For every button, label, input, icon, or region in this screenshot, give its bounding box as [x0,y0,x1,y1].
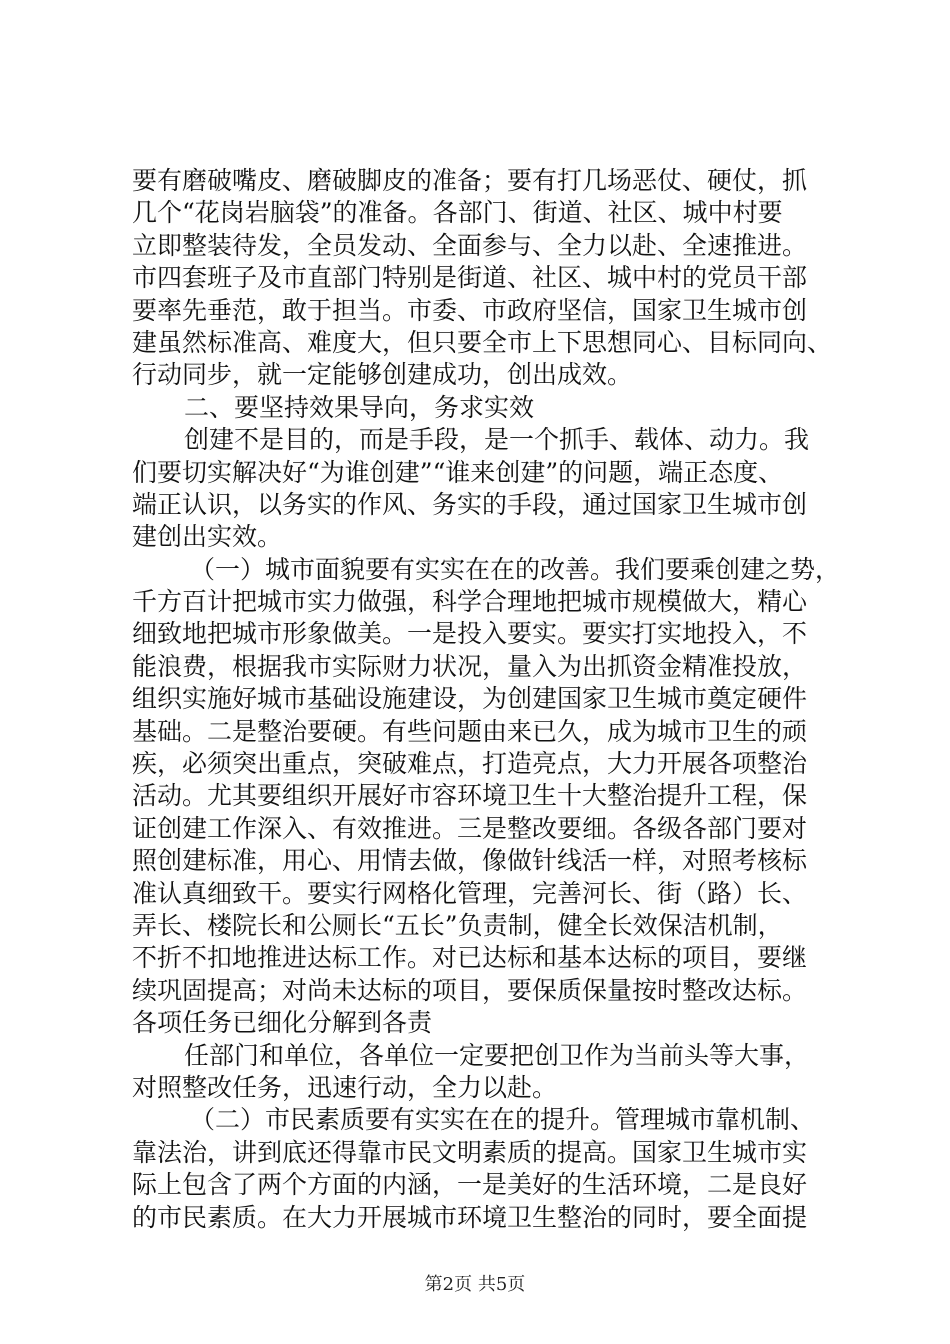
text-line: 证创建工作深入、有效推进。三是整改要细。各级各部门要对 [132,813,808,843]
paragraph-start-line: 任部门和单位，各单位一定要把创卫作为当前头等大事， [184,1040,810,1070]
text-line: 际上包含了两个方面的内涵，一是美好的生活环境，二是良好 [132,1170,808,1200]
text-line: 靠法治，讲到底还得靠市民文明素质的提高。国家卫生城市实 [132,1137,808,1167]
text-line: 端正认识，以务实的作风、务实的手段，通过国家卫生城市创 [132,489,808,519]
text-line: 要有磨破嘴皮、磨破脚皮的准备；要有打几场恶仗、硬仗，抓 [132,166,808,195]
subsection-heading-line: （二）市民素质要有实实在在的提升。管理城市靠机制、 [190,1105,816,1135]
text-line: 的市民素质。在大力开展城市环境卫生整治的同时，要全面提 [132,1202,808,1232]
text-line: 续巩固提高；对尚未达标的项目，要保质保量按时整改达标。 [132,975,808,1005]
text-line: 们要切实解决好“为谁创建”“谁来创建”的问题，端正态度、 [132,457,784,487]
text-line: 行动同步，就一定能够创建成功，创出成效。 [132,360,633,390]
text-line: 不折不扣地推进达标工作。对已达标和基本达标的项目，要继 [132,943,808,973]
document-body [132,165,841,1234]
text-line: 能浪费，根据我市实际财力状况，量入为出抓资金精准投放， [132,651,808,681]
paragraph-start-line: 创建不是目的，而是手段，是一个抓手、载体、动力。我 [184,425,810,455]
text-line: 建创出实效。 [132,522,283,552]
text-line: 建虽然标准高、难度大，但只要全市上下思想同心、目标同向、 [132,327,833,357]
text-line: 市四套班子及市直部门特别是街道、社区、城中村的党员干部 [132,263,808,293]
page-number-footer: 第2页 共5页 [424,1274,526,1295]
text-line: 照创建标准，用心、用情去做，像做针线活一样，对照考核标 [132,846,808,876]
text-line: 立即整装待发，全员发动、全面参与、全力以赴、全速推进。 [132,230,808,260]
text-line: 几个“花岗岩脑袋”的准备。各部门、街道、社区、城中村要 [132,198,783,228]
section-heading: 二、要坚持效果导向，务求实效 [184,392,535,422]
text-line: 各项任务已细化分解到各责 [132,1008,433,1038]
text-line: 弄长、楼院长和公厕长“五长”负责制，健全长效保洁机制， [132,910,783,940]
text-line: 细致地把城市形象做美。一是投入要实。要实打实地投入，不 [132,619,808,649]
text-line: 要率先垂范，敢于担当。市委、市政府坚信，国家卫生城市创 [132,295,808,325]
text-line: 组织实施好城市基础设施建设，为创建国家卫生城市奠定硬件 [132,684,808,714]
text-line: 基础。二是整治要硬。有些问题由来已久，成为城市卫生的顽 [132,716,808,746]
text-line: 疾，必须突出重点，突破难点，打造亮点，大力开展各项整治 [132,749,808,779]
text-line: 千方百计把城市实力做强，科学合理地把城市规模做大，精心 [132,587,808,617]
text-line: 准认真细致干。要实行网格化管理，完善河长、街（路）长、 [132,878,808,908]
subsection-heading-line: （一）城市面貌要有实实在在的改善。我们要乘创建之势， [190,554,841,584]
text-line: 活动。尤其要组织开展好市容环境卫生十大整治提升工程，保 [132,781,808,811]
text-line: 对照整改任务，迅速行动，全力以赴。 [132,1072,558,1102]
